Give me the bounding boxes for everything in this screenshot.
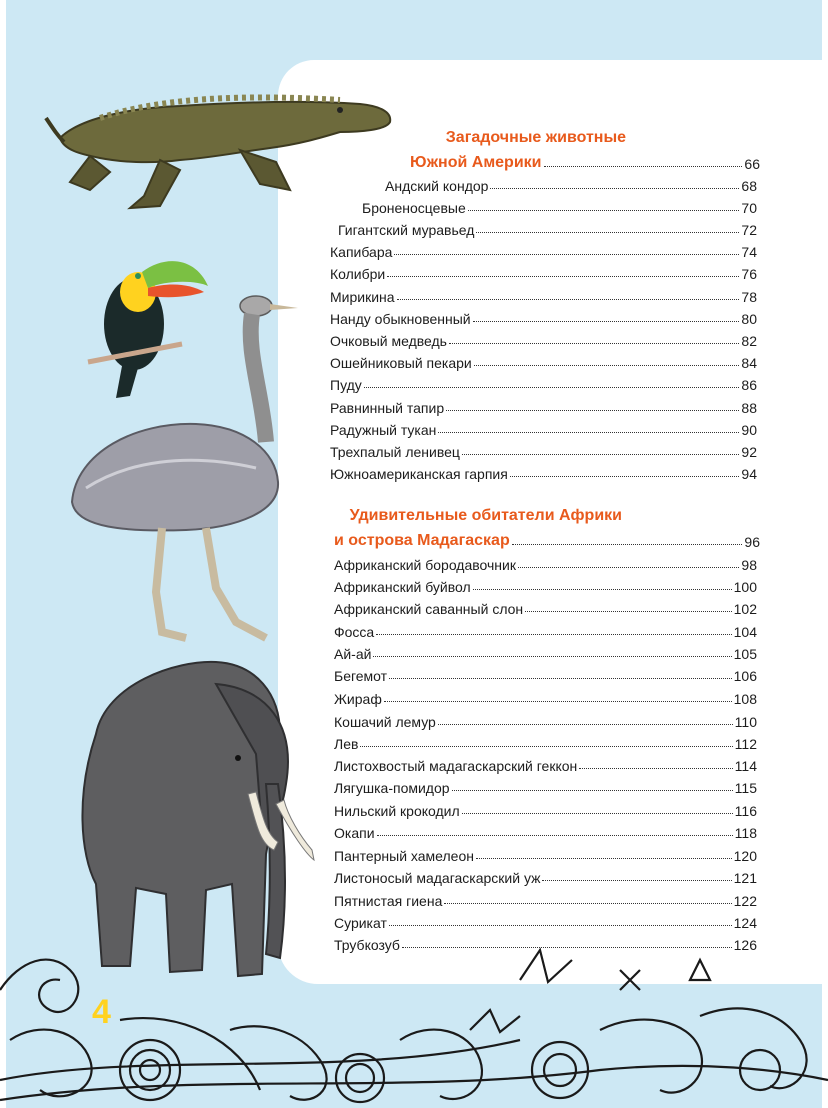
dot-leader — [579, 768, 732, 769]
toc-entry-title: Лягушка-помидор — [334, 780, 450, 796]
toc-entry-title: Ай-ай — [334, 646, 372, 662]
toc-entry[interactable] — [334, 730, 757, 752]
toc-entry-title: Южноамериканская гарпия — [330, 466, 508, 482]
toc-entry[interactable] — [334, 685, 757, 707]
dot-leader — [462, 454, 739, 455]
toc-page-number: 104 — [733, 624, 757, 640]
toc-entry-title: Африканский саванный слон — [334, 601, 524, 617]
toc-entry-title: Броненосцевые — [362, 200, 466, 216]
toc-entry[interactable] — [334, 887, 757, 909]
toc-entry[interactable] — [330, 260, 757, 282]
toc-page-number: 90 — [741, 422, 757, 438]
toc-page-number: 110 — [734, 714, 757, 730]
toc-entry[interactable] — [334, 842, 757, 864]
section-heading-line2: Южной Америки — [410, 154, 542, 171]
toc-entry-title: Кошачий лемур — [334, 714, 436, 730]
toc-entry-title: Лев — [334, 736, 359, 752]
dot-leader — [446, 410, 739, 411]
toc-page-number: 92 — [741, 444, 757, 460]
toc-entry[interactable] — [334, 573, 757, 595]
dot-leader — [397, 299, 740, 300]
toc-page-number: 120 — [733, 848, 757, 864]
section-heading-line2: и острова Мадагаскар — [334, 532, 510, 549]
toc-page-number: 112 — [734, 736, 757, 752]
dot-leader — [512, 544, 743, 545]
dot-leader — [490, 188, 739, 189]
toc-entry[interactable] — [334, 708, 757, 730]
toc-entry-title: Бегемот — [334, 668, 388, 684]
dot-leader — [474, 365, 740, 366]
toc-entry[interactable] — [338, 216, 757, 238]
toc-entry[interactable] — [330, 305, 757, 327]
toc-page-number: 88 — [741, 400, 757, 416]
rhea-illustration — [66, 292, 306, 648]
toc-entry[interactable] — [330, 438, 757, 460]
toc-entry[interactable] — [330, 238, 757, 260]
toc-entry-title: Капибара — [330, 244, 393, 260]
toc-entry[interactable] — [334, 618, 757, 640]
doodle-border-decoration — [0, 920, 828, 1108]
toc-page-number: 102 — [733, 601, 757, 617]
section-heading-line1: Загадочные животные — [445, 129, 626, 146]
toc-entry[interactable] — [362, 194, 757, 216]
section-heading-line1: Удивительные обитатели Африки — [349, 507, 622, 524]
toc-entry[interactable] — [330, 349, 757, 371]
dot-leader — [389, 678, 732, 679]
toc-page-number: 115 — [734, 780, 757, 796]
toc-entry[interactable] — [334, 797, 757, 819]
toc-entry[interactable] — [330, 283, 757, 305]
toc-page-number: 105 — [733, 646, 757, 662]
toc-entry-title: Листоносый мадагаскарский уж — [334, 870, 541, 886]
toc-entry-title: Гигантский муравьед — [338, 222, 475, 238]
toc-page-number: 80 — [741, 311, 757, 327]
toc-entry-title: Радужный тукан — [330, 422, 437, 438]
dot-leader — [462, 813, 733, 814]
dot-leader — [468, 210, 740, 211]
toc-page-number: 126 — [733, 937, 757, 953]
toc-entry-title: Равнинный тапир — [330, 400, 445, 416]
toc-page-number: 74 — [741, 244, 757, 260]
toc-page-number: 94 — [741, 466, 757, 482]
toc-entry-title: Сурикат — [334, 915, 387, 931]
section-heading — [360, 126, 626, 150]
dot-leader — [452, 790, 733, 791]
toc-entry-title: Пуду — [330, 377, 362, 393]
toc-entry-title: Мирикина — [330, 289, 395, 305]
toc-page-number: 118 — [734, 825, 757, 841]
toc-entry-title: Трубкозуб — [334, 937, 400, 953]
dot-leader — [476, 858, 732, 859]
toc-section-heading-row[interactable] — [334, 528, 760, 550]
toc-section-heading-row[interactable] — [410, 150, 760, 172]
toc-entry[interactable] — [330, 327, 757, 349]
toc-page-number: 76 — [741, 266, 757, 282]
toc-entry[interactable] — [330, 371, 757, 393]
dot-leader — [384, 701, 732, 702]
dot-leader — [473, 589, 732, 590]
toc-page-number: 70 — [741, 200, 757, 216]
toc-page-number: 72 — [741, 222, 757, 238]
crocodile-illustration — [40, 78, 400, 218]
dot-leader — [360, 746, 732, 747]
dot-leader — [510, 476, 740, 477]
toc-entry-title: Нанду обыкновенный — [330, 311, 471, 327]
toc-page-number: 116 — [734, 803, 757, 819]
toc-entry-title: Андский кондор — [385, 178, 489, 194]
dot-leader — [438, 724, 733, 725]
toc-entry[interactable] — [334, 819, 757, 841]
dot-leader — [377, 835, 733, 836]
dot-leader — [476, 232, 739, 233]
toc-page-number: 106 — [733, 668, 757, 684]
dot-leader — [394, 254, 739, 255]
dot-leader — [518, 567, 739, 568]
toc-page-number: 78 — [741, 289, 757, 305]
dot-leader — [438, 432, 739, 433]
toc-entry[interactable] — [334, 662, 757, 684]
toc-entry[interactable] — [385, 172, 757, 194]
toc-page-number: 122 — [733, 893, 757, 909]
toc-entry-title: Колибри — [330, 266, 386, 282]
toc-entry[interactable] — [334, 864, 757, 886]
toc-page-number: 98 — [741, 557, 757, 573]
toc-page-number: 108 — [733, 691, 757, 707]
toc-entry-title: Очковый медведь — [330, 333, 447, 349]
toc-entry-title: Фосса — [334, 624, 375, 640]
toc-entry-title: Пантерный хамелеон — [334, 848, 474, 864]
dot-leader — [387, 276, 739, 277]
toc-entry-title: Окапи — [334, 825, 375, 841]
dot-leader — [364, 387, 740, 388]
dot-leader — [544, 166, 743, 167]
page-number: 4 — [92, 993, 111, 1031]
dot-leader — [449, 343, 739, 344]
toc-page-number: 124 — [733, 915, 757, 931]
toc-page-number: 121 — [733, 870, 757, 886]
dot-leader — [525, 611, 731, 612]
toc-entry[interactable] — [330, 416, 757, 438]
toc-entry[interactable] — [334, 551, 757, 573]
dot-leader — [444, 903, 731, 904]
toc-page-number: 114 — [734, 758, 757, 774]
toc-entry-title: Листохвостый мадагаскарский геккон — [334, 758, 578, 774]
toc-entry-title: Нильский крокодил — [334, 803, 460, 819]
toc-page-number: 66 — [744, 156, 760, 172]
dot-leader — [542, 880, 731, 881]
toc-entry[interactable] — [334, 595, 757, 617]
toc-entry-title: Ошейниковый пекари — [330, 355, 472, 371]
toc-entry-title: Африканский буйвол — [334, 579, 471, 595]
toc-entry-title: Пятнистая гиена — [334, 893, 443, 909]
toc-page-number: 84 — [741, 355, 757, 371]
toc-page-number: 82 — [741, 333, 757, 349]
toc-page-number: 86 — [741, 377, 757, 393]
toc-entry-title: Африканский бородавочник — [334, 557, 516, 573]
toc-page-number: 100 — [733, 579, 757, 595]
toc-entry-title: Жираф — [334, 691, 382, 707]
toc-entry[interactable] — [330, 394, 757, 416]
section-heading — [316, 504, 622, 528]
dot-leader — [376, 634, 731, 635]
toc-page-number: 96 — [744, 534, 760, 550]
toc-entry[interactable] — [334, 640, 757, 662]
toc-entry[interactable] — [334, 774, 757, 796]
dot-leader — [373, 656, 731, 657]
dot-leader — [473, 321, 740, 322]
toc-entry-title: Трехпалый ленивец — [330, 444, 460, 460]
toc-entry[interactable] — [334, 752, 757, 774]
toc-entry[interactable] — [330, 460, 757, 482]
toc-page-number: 68 — [741, 178, 757, 194]
